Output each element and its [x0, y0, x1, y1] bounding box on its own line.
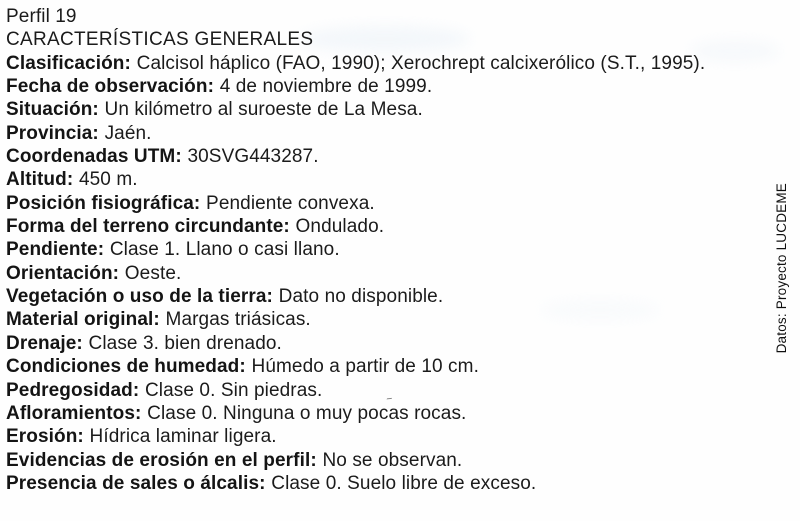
field-label: Evidencias de erosión en el perfil: [6, 449, 317, 471]
field-row [6, 122, 770, 145]
field-label: Vegetación o uso de la tierra: [6, 286, 273, 308]
field-label: Afloramientos: [6, 402, 142, 424]
field-value: 4 de noviembre de 1999. [219, 76, 433, 98]
field-value: Un kilómetro al suroeste de La Mesa. [104, 99, 423, 121]
field-row [6, 402, 770, 425]
field-row [6, 262, 770, 285]
field-value: Ondulado. [295, 216, 385, 238]
field-value: Margas triásicas. [165, 309, 311, 331]
document-content [6, 5, 770, 495]
field-row [6, 75, 770, 98]
field-label: Fecha de observación: [6, 76, 215, 98]
field-value: No se observan. [322, 449, 463, 471]
field-label: Drenaje: [6, 332, 83, 354]
field-value: Oeste. [124, 262, 182, 284]
field-label: Orientación: [6, 262, 120, 284]
field-row [6, 192, 770, 215]
field-row [6, 472, 770, 495]
field-label: Condiciones de humedad: [6, 356, 246, 378]
field-value: Jaén. [104, 122, 152, 144]
field-label: Forma del terreno circundante: [6, 216, 290, 238]
field-label: Posición fisiográfica: [6, 192, 201, 214]
field-row [6, 285, 770, 308]
field-value: Clase 3. bien drenado. [88, 332, 282, 354]
field-value: Dato no disponible. [278, 286, 444, 308]
field-label: Pendiente: [6, 239, 105, 261]
field-row [6, 449, 770, 472]
field-label: Coordenadas UTM: [6, 146, 182, 168]
field-label: Erosión: [6, 426, 84, 448]
field-value: Calcisol háplico (FAO, 1990); Xerochrept calcixerólico (S.T., 1995). [136, 52, 706, 74]
field-label: Presencia de sales o álcalis: [6, 472, 266, 494]
field-value: Pendiente convexa. [206, 192, 375, 214]
field-label: Provincia: [6, 122, 99, 144]
field-value: Clase 0. Sin piedras. [144, 379, 323, 401]
field-label: Altitud: [6, 169, 74, 191]
field-label: Pedregosidad: [6, 379, 140, 401]
field-row [6, 98, 770, 121]
field-value: Húmedo a partir de 10 cm. [251, 356, 479, 378]
field-list [6, 52, 770, 496]
field-label: Situación: [6, 99, 99, 121]
field-value: 30SVG443287. [187, 146, 319, 168]
field-value: 450 m. [78, 169, 138, 191]
field-row [6, 332, 770, 355]
field-label: Clasificación: [6, 52, 131, 74]
field-row [6, 52, 770, 75]
field-row [6, 425, 770, 448]
section-heading: CARACTERÍSTICAS GENERALES [6, 29, 314, 51]
field-row [6, 238, 770, 261]
field-value: Hídrica laminar ligera. [89, 426, 277, 448]
field-row [6, 215, 770, 238]
profile-title: Perfil 19 [6, 6, 77, 27]
field-row [6, 168, 770, 191]
sidebar-credit-note: Datos: Proyecto LUCDEME [774, 183, 789, 354]
field-row [6, 308, 770, 331]
field-row [6, 145, 770, 168]
field-row [6, 355, 770, 378]
field-value: Clase 0. Suelo libre de exceso. [271, 472, 537, 494]
field-value: Clase 1. Llano o casi llano. [109, 239, 340, 261]
field-value: Clase 0. Ninguna o muy pocas rocas. [147, 402, 467, 424]
field-label: Material original: [6, 309, 160, 331]
